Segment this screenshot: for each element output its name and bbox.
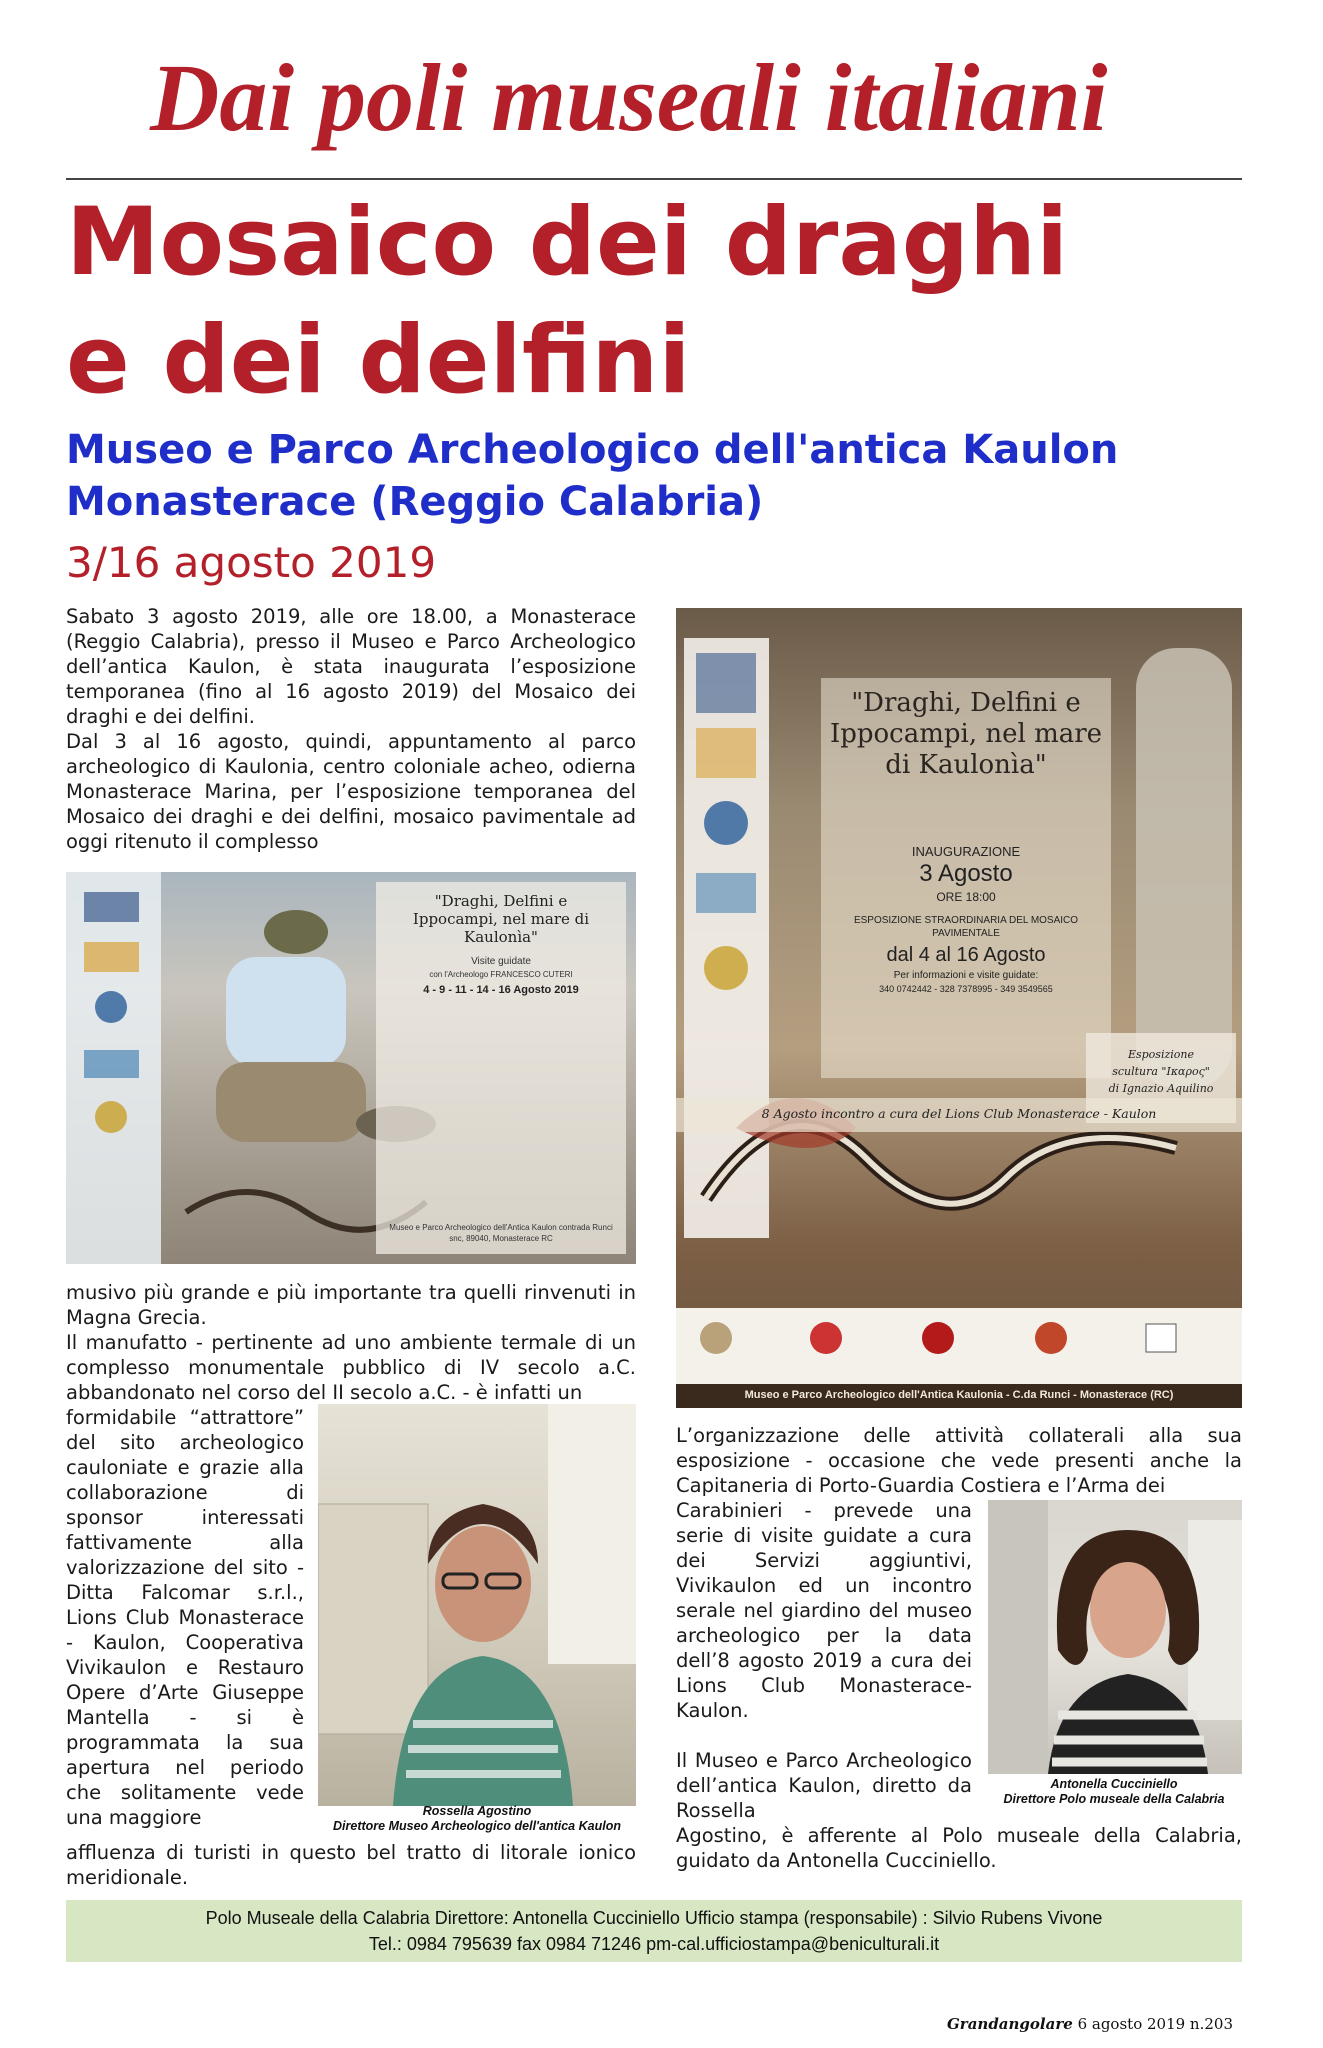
article-col2-narrow bbox=[676, 1498, 972, 1823]
paragraph: Agostino, è afferente al Polo museale della Calabria, guidato da Antonella Cucciniello. bbox=[676, 1824, 1242, 1872]
caption-name: Antonella Cucciniello bbox=[1050, 1777, 1178, 1791]
article-middle bbox=[66, 1280, 636, 1405]
photo-rossella-agostino bbox=[318, 1404, 636, 1806]
issue-info bbox=[947, 2015, 1233, 2033]
paragraph: musivo più grande e più importante tra quelli rinvenuti in Magna Grecia. bbox=[66, 1281, 636, 1329]
photo-rossella-graphic bbox=[318, 1404, 636, 1806]
poster-large-phones: 340 0742442 - 328 7378995 - 349 3549565 bbox=[879, 984, 1053, 994]
article-col2-full bbox=[676, 1423, 1242, 1498]
poster-large-bottom: Museo e Parco Archeologico dell'Antica Kaulonia - C.da Runci - Monasterace (RC) bbox=[744, 1389, 1174, 1401]
poster-small-footer: Museo e Parco Archeologico dell'Antica Kaulon contrada Runci snc, 89040, Monasterace RC bbox=[389, 1223, 613, 1243]
paragraph: formidabile “attrattore” del sito archeologico cauloniate e grazie alla collaborazione di sponsor interessati fattivamente alla valorizzazione del sito - Ditta Falcomar s.r.l., Lions Club Monasterace - Kaulon, Cooperativa Vivikaulon e Restauro Opere d’Arte Giuseppe Mantella - si è programmata la sua apertura nel periodo che solitamente vede una maggiore bbox=[66, 1406, 304, 1829]
poster-large-title: "Draghi, Delfini e Ippocampi, nel mare di Kaulonìa" bbox=[829, 688, 1103, 780]
subtitle bbox=[66, 424, 1266, 528]
sculpture-label: Esposizione bbox=[1127, 1048, 1195, 1061]
caption-antonella bbox=[980, 1777, 1248, 1807]
article-narrow-column bbox=[66, 1405, 304, 1830]
sculpture-name: scultura "Ικαρος" bbox=[1112, 1065, 1210, 1078]
paragraph: L’organizzazione delle attività collaterali alla sua esposizione - occasione che vede presenti anche la Capitaneria di Porto-Guardia Costiera e l’Arma dei bbox=[676, 1424, 1242, 1497]
caption-role: Direttore Polo museale della Calabria bbox=[1003, 1792, 1225, 1806]
headline-line-2: e dei delfini bbox=[66, 306, 691, 415]
caption-role: Direttore Museo Archeologico dell'antica Kaulon bbox=[333, 1819, 621, 1833]
article-closing bbox=[66, 1840, 636, 1890]
paragraph: Carabinieri - prevede una serie di visite guidate a cura dei Servizi aggiuntivi, Vivikaulon ed un incontro serale nel giardino del museo archeologico per la data dell’8 agosto 2019 a cura dei Lions Club Monasterace-Kaulon. bbox=[676, 1499, 972, 1722]
headline bbox=[66, 184, 1246, 420]
event-dates: 3/16 agosto 2019 bbox=[66, 538, 437, 587]
poster-large-inaug-date: 3 Agosto bbox=[919, 860, 1013, 887]
footer-line-1: Polo Museale della Calabria Direttore: Antonella Cucciniello Ufficio stampa (responsabile) : Silvio Rubens Vivone bbox=[205, 1908, 1103, 1928]
issue-date: 6 agosto 2019 n.203 bbox=[1077, 2015, 1233, 2033]
poster-large-expo-dates: dal 4 al 16 Agosto bbox=[886, 944, 1046, 966]
issue-name: Grandangolare bbox=[946, 2015, 1073, 2033]
poster-large-inaug-label: INAUGURAZIONE bbox=[911, 844, 1021, 859]
sculpture-author: di Ignazio Aquilino bbox=[1108, 1082, 1214, 1095]
contact-footer bbox=[66, 1900, 1242, 1962]
paragraph: Il Museo e Parco Archeologico dell’antica Kaulon, diretto da Rossella bbox=[676, 1749, 972, 1822]
caption-rossella bbox=[318, 1804, 636, 1834]
event-poster-large bbox=[676, 608, 1242, 1408]
paragraph: Dal 3 al 16 agosto, quindi, appuntamento al parco archeologico di Kaulonia, centro coloniale acheo, odierna Monasterace Marina, per l’esposizione temporanea del Mosaico dei draghi e dei delfini, mosaico pavimentale ad oggi ritenuto il complesso bbox=[66, 730, 636, 853]
section-kicker: Dai poli museali italiani bbox=[150, 44, 1108, 151]
footer-line-2: Tel.: 0984 795639 fax 0984 71246 pm-cal.ufficiostampa@beniculturali.it bbox=[368, 1934, 940, 1954]
poster-large-expo: ESPOSIZIONE STRAORDINARIA DEL MOSAICO PAVIMENTALE bbox=[853, 915, 1079, 939]
poster-small-days: 4 - 9 - 11 - 14 - 16 Agosto 2019 bbox=[423, 984, 579, 996]
poster-large-inaug-time: ORE 18:00 bbox=[936, 890, 996, 904]
subtitle-line-1: Museo e Parco Archeologico dell'antica Kaulon bbox=[66, 427, 1119, 473]
poster-large-event: 8 Agosto incontro a cura del Lions Club Monasterace - Kaulon bbox=[761, 1106, 1157, 1121]
poster-small-guided: Visite guidate bbox=[471, 956, 531, 967]
headline-line-1: Mosaico dei draghi bbox=[66, 188, 1069, 297]
paragraph: affluenza di turisti in questo bel tratto di litorale ionico meridionale. bbox=[66, 1841, 636, 1889]
subtitle-line-2: Monasterace (Reggio Calabria) bbox=[66, 479, 764, 525]
article-col2-closing bbox=[676, 1823, 1242, 1873]
caption-name: Rossella Agostino bbox=[422, 1804, 532, 1818]
photo-antonella-cucciniello bbox=[988, 1500, 1242, 1774]
paragraph: Sabato 3 agosto 2019, alle ore 18.00, a Monasterace (Reggio Calabria), presso il Museo e Parco Archeologico dell’antica Kaulon, è stata inaugurata l’esposizione temporanea (fino al 16 agosto 2019) del Mosaico dei draghi e dei delfini. bbox=[66, 605, 636, 728]
paragraph: Il manufatto - pertinente ad uno ambiente termale di un complesso monumentale pubblico di IV secolo a.C. abbandonato nel corso del II secolo a.C. - è infatti un bbox=[66, 1331, 636, 1404]
event-poster-small bbox=[66, 872, 636, 1264]
header-divider bbox=[66, 178, 1242, 180]
photo-antonella-graphic bbox=[988, 1500, 1242, 1774]
article-intro bbox=[66, 604, 636, 854]
poster-large-sculpture bbox=[1086, 1046, 1236, 1097]
poster-large-info: Per informazioni e visite guidate: bbox=[893, 970, 1039, 981]
poster-small-title: "Draghi, Delfini e Ippocampi, nel mare di Kaulonìa" bbox=[412, 892, 590, 946]
poster-small-guide: con l'Archeologo FRANCESCO CUTERI bbox=[429, 970, 573, 979]
